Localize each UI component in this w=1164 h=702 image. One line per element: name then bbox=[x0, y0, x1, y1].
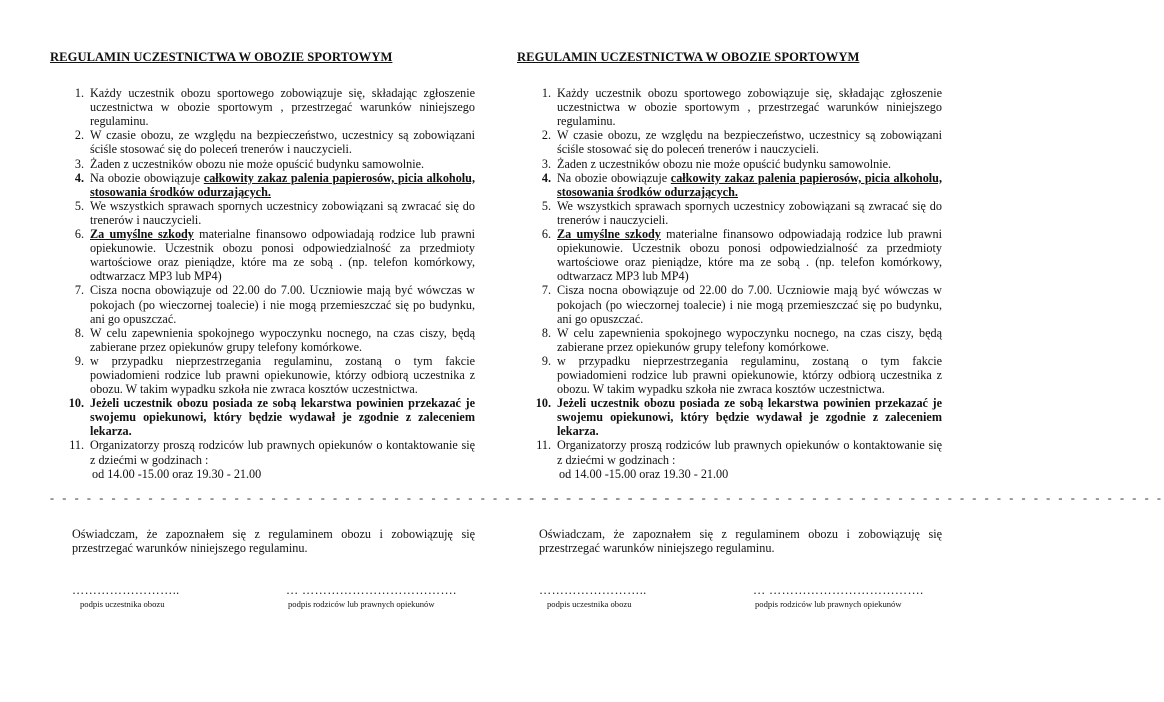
rule-item bbox=[50, 86, 475, 128]
cut-line-separator: - - - - - - - - - - - - - - - - - - - - - - - - - - - - - - - - - - - - - - - - - - - - - - - - - - - - - bbox=[517, 490, 1164, 505]
rule-number: 4. bbox=[541, 170, 551, 185]
rule-item bbox=[517, 171, 942, 199]
rule-text: Jeżeli uczestnik obozu posiada ze sobą lekarstwa powinien przekazać je swojemu opiekunowi, który będzie wydawał je zgodnie z zaleceniem lekarza. bbox=[90, 396, 475, 439]
parent-signature bbox=[753, 583, 924, 610]
rule-text: Każdy uczestnik obozu sportowego zobowiązuje się, składając zgłoszenie uczestnictwa w obozie sportowym , przestrzegać warunków niniejszego regulaminu. bbox=[557, 86, 942, 129]
rule-number: 8. bbox=[541, 325, 551, 340]
rule-number: 6. bbox=[74, 227, 84, 242]
rule-item bbox=[50, 227, 475, 283]
participant-signature bbox=[72, 583, 180, 610]
rule-item bbox=[50, 438, 475, 480]
rule-item bbox=[517, 396, 942, 438]
rule-text: W celu zapewnienia spokojnego wypoczynku nocnego, na czas ciszy, będą zabierane przez opiekunów grupy telefony komórkowe. bbox=[557, 325, 942, 354]
rule-text: Organizatorzy proszą rodziców lub prawnych opiekunów o kontaktowanie się z dziećmi w godzinach : bbox=[557, 438, 942, 467]
rule-text: We wszystkich sprawach spornych uczestnicy zobowiązani są zwracać się do trenerów i nauczycieli. bbox=[90, 198, 475, 227]
rule-text: Żaden z uczestników obozu nie może opuścić budynku samowolnie. bbox=[90, 156, 425, 171]
rule-text: W celu zapewnienia spokojnego wypoczynku nocnego, na czas ciszy, będą zabierane przez opiekunów grupy telefony komórkowe. bbox=[90, 325, 475, 354]
rule-number: 7. bbox=[74, 283, 84, 298]
rule-number: 3. bbox=[541, 156, 551, 171]
rule-emphasis: Za umyślne szkody bbox=[557, 227, 661, 242]
rule-text: Na obozie obowiązuje bbox=[557, 170, 671, 185]
rule-text: Cisza nocna obowiązuje od 22.00 do 7.00. Uczniowie mają być wówczas w pokojach (po wieczornej toalecie) i nie mogą przemieszczać się po budynku, ani go opuszczać. bbox=[557, 283, 942, 326]
rule-hours: od 14.00 -15.00 oraz 19.30 - 21.00 bbox=[559, 466, 729, 481]
rule-text: W czasie obozu, ze względu na bezpieczeństwo, uczestnicy są zobowiązani ściśle stosować się do poleceń trenerów i nauczycieli. bbox=[90, 128, 475, 157]
rule-item bbox=[50, 326, 475, 354]
rule-item bbox=[517, 438, 942, 480]
rule-number: 3. bbox=[74, 156, 84, 171]
rule-item bbox=[517, 157, 942, 171]
rules-list bbox=[50, 86, 475, 481]
rule-number: 5. bbox=[74, 198, 84, 213]
rule-number: 1. bbox=[541, 86, 551, 101]
signature-line: …………………….. bbox=[72, 583, 180, 597]
rule-number: 7. bbox=[541, 283, 551, 298]
rule-item bbox=[50, 396, 475, 438]
rule-number: 11. bbox=[536, 438, 551, 453]
regulation-copy-left bbox=[50, 50, 697, 613]
rule-text: Na obozie obowiązuje bbox=[90, 170, 204, 185]
rule-text: w przypadku nieprzestrzegania regulaminu, zostaną o tym fakcie powiadomieni rodzice lub prawni opiekunowie, którzy odbiorą uczestnika z obozu. W takim wypadku szkoła nie zwraca kosztów uczestnictwa. bbox=[90, 353, 475, 397]
rule-number: 2. bbox=[541, 128, 551, 143]
rule-item bbox=[517, 199, 942, 227]
signature-caption: podpis rodziców lub prawnych opiekunów bbox=[288, 599, 435, 610]
rule-number: 9. bbox=[74, 353, 84, 368]
signature-line: … ………………………………. bbox=[753, 583, 924, 597]
document-title: REGULAMIN UCZESTNICTWA W OBOZIE SPORTOWYM bbox=[50, 50, 393, 64]
rule-item bbox=[50, 157, 475, 171]
rule-text: w przypadku nieprzestrzegania regulaminu, zostaną o tym fakcie powiadomieni rodzice lub prawni opiekunowie, którzy odbiorą uczestnika z obozu. W takim wypadku szkoła nie zwraca kosztów uczestnictwa. bbox=[557, 353, 942, 397]
rule-text: Cisza nocna obowiązuje od 22.00 do 7.00. Uczniowie mają być wówczas w pokojach (po wieczornej toalecie) i nie mogą przemieszczać się po budynku, ani go opuszczać. bbox=[90, 283, 475, 326]
rule-item bbox=[50, 199, 475, 227]
signature-caption: podpis uczestnika obozu bbox=[547, 599, 632, 610]
parent-signature bbox=[286, 583, 457, 610]
signature-block bbox=[517, 583, 942, 613]
rule-number: 9. bbox=[541, 353, 551, 368]
rule-text: Jeżeli uczestnik obozu posiada ze sobą lekarstwa powinien przekazać je swojemu opiekunowi, który będzie wydawał je zgodnie z zaleceniem lekarza. bbox=[557, 396, 942, 439]
rule-item bbox=[50, 354, 475, 396]
rule-text: Każdy uczestnik obozu sportowego zobowiązuje się, składając zgłoszenie uczestnictwa w obozie sportowym , przestrzegać warunków niniejszego regulaminu. bbox=[90, 86, 475, 129]
document-title: REGULAMIN UCZESTNICTWA W OBOZIE SPORTOWYM bbox=[517, 50, 860, 64]
rule-text: Organizatorzy proszą rodziców lub prawnych opiekunów o kontaktowanie się z dziećmi w godzinach : bbox=[90, 438, 475, 467]
rule-emphasis: Za umyślne szkody bbox=[90, 227, 194, 242]
rule-item bbox=[517, 354, 942, 396]
rule-item bbox=[517, 326, 942, 354]
rule-emphasis: całkowity zakaz palenia papierosów, picia alkoholu, stosowania środków odurzających. bbox=[557, 170, 942, 199]
rule-text: materialne finansowo odpowiadają rodzice lub prawni opiekunowie. Uczestnik obozu ponosi odpowiedzialność za przedmioty wartościowe oraz pieniądze, które ma ze sobą . (np. telefon komórkowy, odtwarzacz MP3 lub MP4) bbox=[557, 227, 942, 284]
rule-item bbox=[517, 227, 942, 283]
rule-item bbox=[50, 283, 475, 325]
regulation-copy-right bbox=[517, 50, 1164, 613]
rule-hours: od 14.00 -15.00 oraz 19.30 - 21.00 bbox=[92, 466, 262, 481]
rule-number: 8. bbox=[74, 325, 84, 340]
rule-item bbox=[517, 86, 942, 128]
rule-text: W czasie obozu, ze względu na bezpieczeństwo, uczestnicy są zobowiązani ściśle stosować się do poleceń trenerów i nauczycieli. bbox=[557, 128, 942, 157]
rule-number: 1. bbox=[74, 86, 84, 101]
participant-signature bbox=[539, 583, 647, 610]
rule-number: 4. bbox=[74, 170, 84, 185]
rule-item bbox=[517, 283, 942, 325]
signature-caption: podpis rodziców lub prawnych opiekunów bbox=[755, 599, 902, 610]
rule-text: Żaden z uczestników obozu nie może opuścić budynku samowolnie. bbox=[557, 156, 892, 171]
rule-number: 2. bbox=[74, 128, 84, 143]
rule-text: We wszystkich sprawach spornych uczestnicy zobowiązani są zwracać się do trenerów i nauczycieli. bbox=[557, 198, 942, 227]
signature-line: …………………….. bbox=[539, 583, 647, 597]
rule-item bbox=[50, 171, 475, 199]
signature-block bbox=[50, 583, 475, 613]
rule-item bbox=[517, 128, 942, 156]
rule-number: 11. bbox=[69, 438, 84, 453]
declaration-text: Oświadczam, że zapoznałem się z regulaminem obozu i zobowiązuję się przestrzegać warunków niniejszego regulaminu. bbox=[72, 526, 475, 555]
signature-line: … ………………………………. bbox=[286, 583, 457, 597]
rule-number: 10. bbox=[535, 396, 551, 411]
rules-list bbox=[517, 86, 942, 481]
signature-caption: podpis uczestnika obozu bbox=[80, 599, 165, 610]
cut-line-separator: - - - - - - - - - - - - - - - - - - - - - - - - - - - - - - - - - - - - - - - - - - - - - - - - - - - - - bbox=[50, 490, 697, 505]
rule-number: 10. bbox=[68, 396, 84, 411]
rule-text: materialne finansowo odpowiadają rodzice lub prawni opiekunowie. Uczestnik obozu ponosi odpowiedzialność za przedmioty wartościowe oraz pieniądze, które ma ze sobą . (np. telefon komórkowy, odtwarzacz MP3 lub MP4) bbox=[90, 227, 475, 284]
rule-number: 6. bbox=[541, 227, 551, 242]
rule-emphasis: całkowity zakaz palenia papierosów, picia alkoholu, stosowania środków odurzających. bbox=[90, 170, 475, 199]
declaration-text: Oświadczam, że zapoznałem się z regulaminem obozu i zobowiązuję się przestrzegać warunków niniejszego regulaminu. bbox=[539, 526, 942, 555]
rule-item bbox=[50, 128, 475, 156]
rule-number: 5. bbox=[541, 198, 551, 213]
